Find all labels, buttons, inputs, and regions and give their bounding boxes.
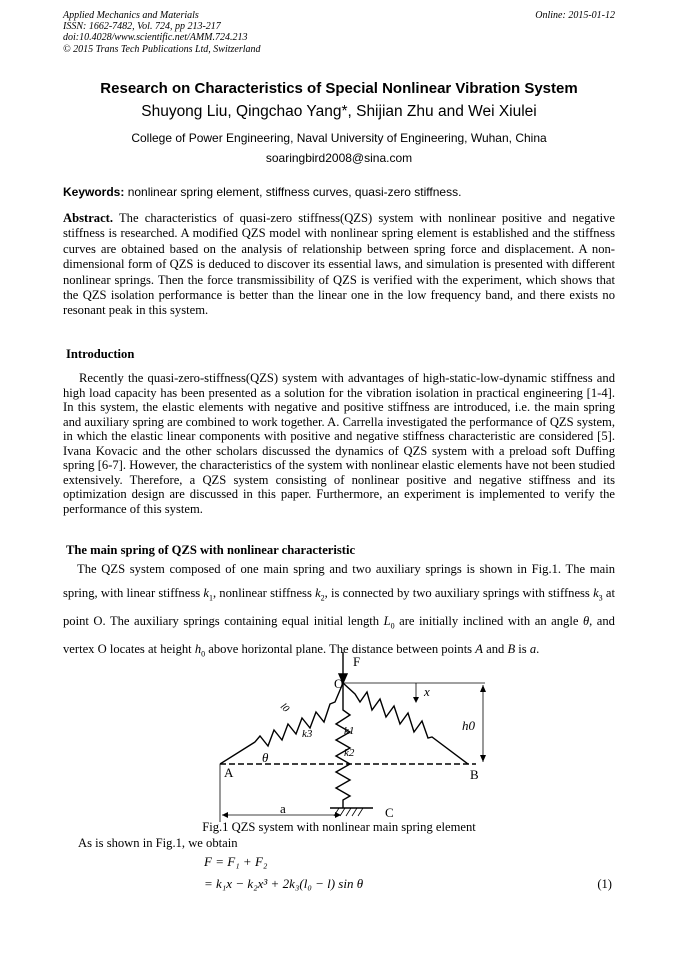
text: at point O. The auxiliary springs containing equal initial length [63, 585, 615, 629]
paper-title: Research on Characteristics of Special Nonlinear Vibration System [100, 80, 578, 97]
subscript: 0 [201, 649, 206, 659]
symbol: k [203, 585, 209, 600]
header-line: doi:10.4028/www.scientific.net/AMM.724.213 [63, 32, 248, 44]
symbol: A [475, 642, 483, 657]
label-C: C [385, 805, 394, 820]
label-h0: h0 [462, 718, 475, 733]
label-k2: k2 [344, 747, 355, 759]
intro-heading: Introduction [66, 347, 135, 361]
label-theta: θ [262, 750, 269, 765]
symbol: L [383, 614, 391, 629]
abstract [63, 211, 615, 319]
label-k1: k1 [344, 725, 355, 737]
abstract-text: The characteristics of quasi-zero stiffness(QZS) system with nonlinear positive and negative stiffness is researched. A modified QZS model with nonlinear spring element is established and the stiffness curves are obtained based on the analysis of relationship between spring force and displacement. A non-dimensional form of QZS is deduced to discover its essential laws, and simulation is presented with different nonlinear springs. Then the force transmissibility of QZS is verified with the experiment, which shows that the QZS isolation performance is better than the linear one in the low frequency band, and there exists no resonant peak in this system. [63, 211, 615, 318]
text: . [536, 642, 540, 657]
label-x: x [424, 684, 430, 699]
label-A: A [224, 765, 234, 780]
section-heading: The main spring of QZS with nonlinear characteristic [66, 543, 356, 557]
keywords-label: Keywords: [63, 185, 125, 199]
equation-number: (1) [597, 877, 612, 891]
text: , nonlinear stiffness [212, 585, 316, 600]
label-l0: l0 [277, 701, 292, 715]
subscript: 1 [208, 593, 213, 603]
qzs-figure [210, 652, 510, 822]
label-k3: k3 [302, 728, 313, 740]
symbol: k [315, 585, 321, 600]
figure-caption: Fig.1 QZS system with nonlinear main spring element [202, 820, 476, 834]
journal-header [63, 10, 261, 55]
intro-paragraph: Recently the quasi-zero-stiffness(QZS) system with advantages of high-static-low-dynamic stiffness and high load capacity has been presented as a solution for the vibration isolation in practical engineering [1-4]. In this system, the elastic elements with negative and positive stiffness are introduced, i.e. the main spring and auxiliary spring are combined to work together. A. Carrella investigated the performance of QZS system, in which the elastic linear components with positive and negative stiffness characteristic are considered [5]. Ivana Kovacic and the other scholars discussed the dynamics of QZS system with a preload soft Duffing spring [6-7]. However, the characteristics of the system with nonlinear elastic elements have not been studied extensively. Therefore, a QZS system consisting of nonlinear positive and negative stiffness and its optimization design are discussed in this paper. Furthermore, an experiment is implemented to verify the performance of this system. [63, 371, 615, 516]
subscript: 2 [320, 593, 325, 603]
online-date: Online: 2015-01-12 [535, 10, 615, 21]
header-line: Applied Mechanics and Materials [63, 10, 199, 21]
right-auxiliary-spring [343, 683, 468, 764]
symbol: B [507, 642, 516, 657]
header-line: ISSN: 1662-7482, Vol. 724, pp 213-217 [63, 21, 221, 33]
main-paragraph [63, 558, 615, 667]
subscript: 3 [598, 593, 603, 603]
text-line: As is shown in Fig.1, we obtain [78, 836, 238, 850]
symbol: k [593, 585, 599, 600]
header-line: © 2015 Trans Tech Publications Ltd, Switzerland [63, 43, 261, 55]
symbol: a [529, 642, 537, 657]
main-spring [336, 683, 350, 808]
affiliation: College of Power Engineering, Naval University of Engineering, Wuhan, China [131, 131, 547, 145]
equation-line: F = F₁ + F₂ [204, 854, 268, 869]
label-B: B [470, 767, 479, 782]
equation-line: = k₁x − k₂x³ + 2k₃(l₀ − l) sin θ [204, 876, 364, 891]
text: is [515, 642, 530, 657]
text: , and vertex O locates at height [63, 614, 615, 657]
label-F: F [353, 654, 361, 669]
keywords [63, 185, 461, 199]
label-a: a [280, 801, 286, 816]
abstract-label: Abstract. [63, 211, 114, 225]
authors: Shuyong Liu, Qingchao Yang*, Shijian Zhu and Wei Xiulei [141, 103, 537, 120]
text: and [482, 642, 508, 657]
text: are initially inclined with an angle [394, 614, 583, 629]
text: The QZS system composed of one main spring and two auxiliary springs is shown in Fig.1. The main spring, with linear stiffness [63, 562, 615, 600]
text: above horizontal plane. The distance between points [205, 642, 476, 657]
label-O: O [334, 676, 344, 691]
subscript: 0 [390, 621, 395, 631]
email[interactable]: soaringbird2008@sina.com [265, 151, 413, 165]
text: , is connected by two auxiliary springs with stiffness [324, 585, 594, 600]
left-auxiliary-spring [220, 683, 343, 764]
symbol: θ [582, 614, 590, 629]
symbol: h [194, 642, 202, 657]
keywords-text: nonlinear spring element, stiffness curves, quasi-zero stiffness. [124, 185, 462, 199]
